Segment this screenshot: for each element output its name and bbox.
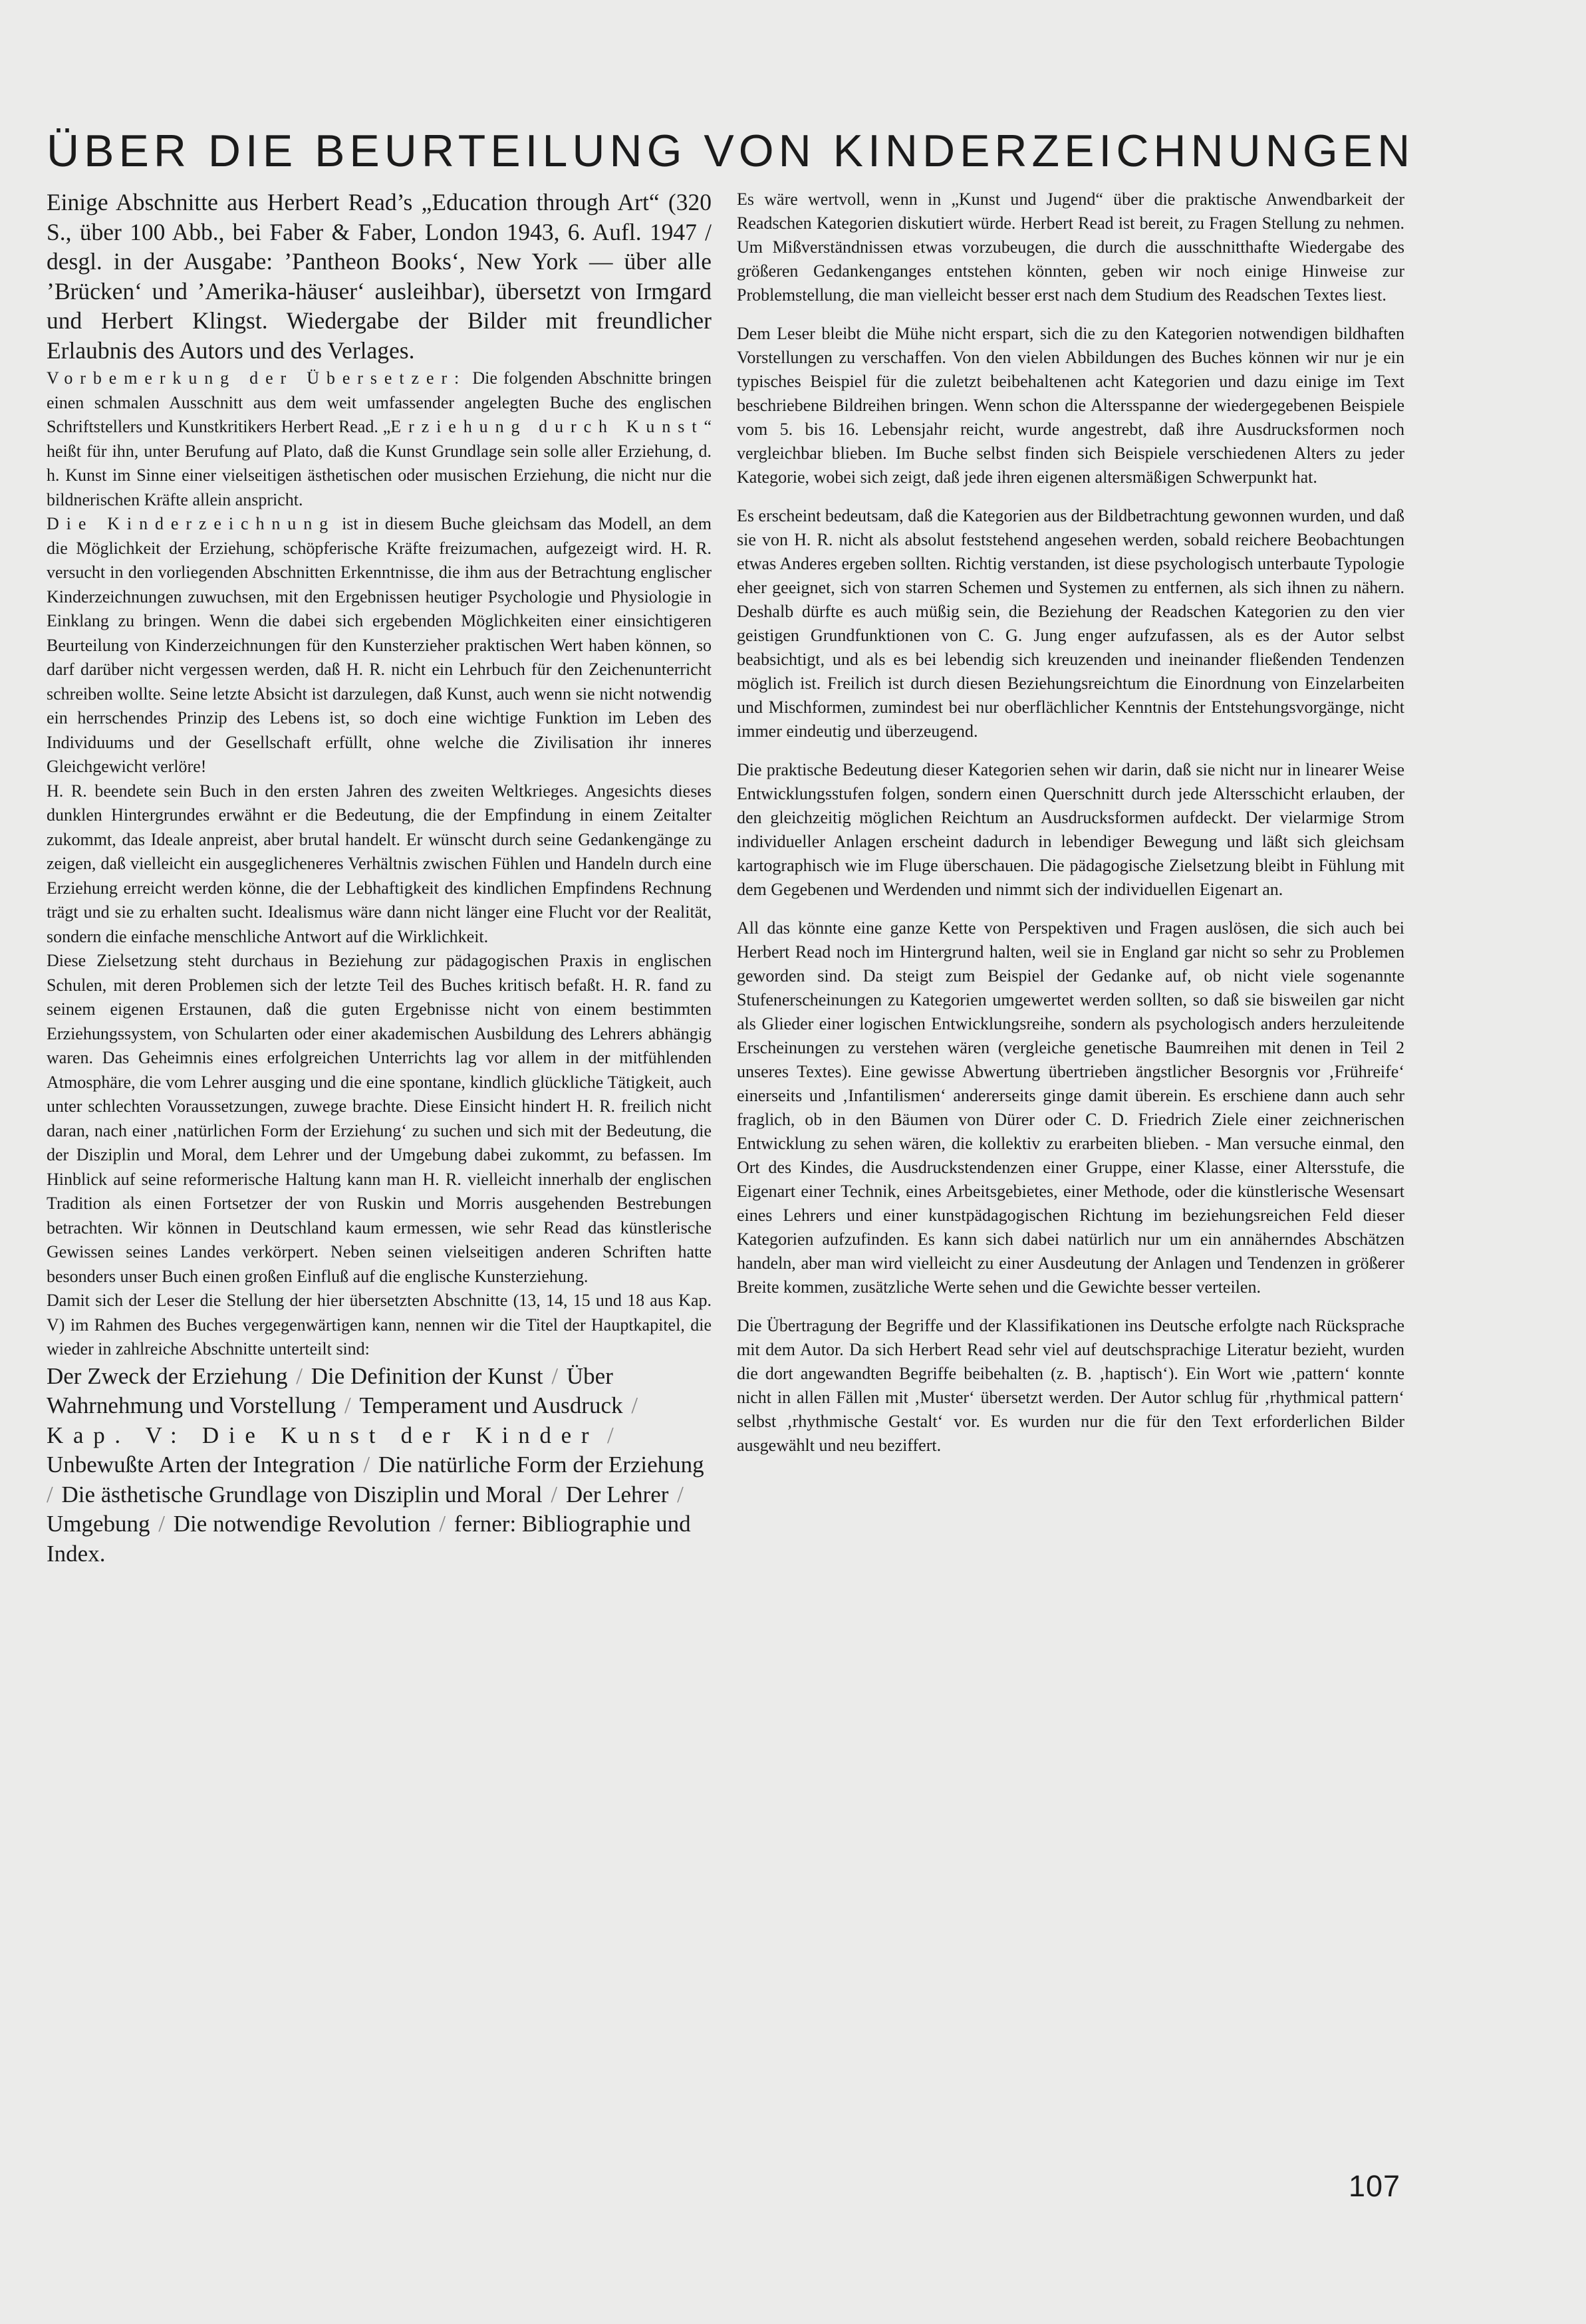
children-drawing-paragraph xyxy=(47,512,712,779)
separator: / xyxy=(47,1481,59,1507)
illustrations-paragraph: Dem Leser bleibt die Mühe nicht erspart, sich die zu den Kategorien notwendigen bildhaften Vorstellungen zu verschaffen. Von den vielen Abbildungen des Buches können wir nur je ein typisches Beispiel für die zuletzt beibehaltenen acht Kategorien und dazu einige im Text beschriebene Bildreihen bringen. Wenn schon die Altersspanne der wiedergegebenen Beispiele vom 5. bis 16. Lebensjahr reicht, wurde angestrebt, daß ihre Ausdrucksformen noch vergleichbar blieben. Im Buche selbst finden sich Beispiele verschiedenen Alters zu jeder Kategorie, wobei sich zeigt, daß jede ihren eigenen altersmäßigen Schwerpunkt hat. xyxy=(737,324,1404,487)
separator: / xyxy=(601,1422,614,1448)
chapter-title: Der Lehrer xyxy=(565,1481,669,1507)
categories-paragraph: Es erscheint bedeutsam, daß die Kategorien aus der Bildbetrachtung gewonnen wurden, und daß sie von H. R. nicht als absolut feststehend angesehen werden, sobald reichere Beobachtungen etwas Anderes ergeben sollten. Richtig verstanden, ist diese psychologisch unterbaute Typologie eher geeignet, sich von starren Schemen und Systemen zu entfernen, als sich ihnen zu nähern. Deshalb dürfte es auch müßig sein, die Beziehung der Readschen Kategorien zu den vier geistigen Grundfunktionen von C. G. Jung enger aufzufassen, als es der Autor selbst beabsichtigt, und als es bei lebendig sich kreuzenden und ineinander fließenden Tendenzen möglich ist. Freilich ist durch diesen Beziehungsreichtum die Einordnung von Einzelarbeiten und Mischformen, zumindest bei nur oberflächlicher Kenntnis der Entstehungsvorgänge, nicht immer eindeutig und überzeugend. xyxy=(737,506,1404,741)
separator: / xyxy=(357,1452,376,1478)
text-run: Die folgenden Abschnitte bringen einen schmalen Ausschnitt aus dem weit umfassender angelegten Buche des englischen Schriftstellers und Kunstkritikers Herbert Read. „ xyxy=(47,368,712,436)
separator: / xyxy=(338,1392,357,1418)
chapter-title: Die Definition der Kunst xyxy=(311,1362,543,1389)
separator: / xyxy=(625,1392,638,1418)
chapter-list xyxy=(47,1362,712,1569)
spaced-book-title: Erziehung durch Kunst xyxy=(390,417,704,436)
chapter-title: Die ästhetische Grundlage von Disziplin und Moral xyxy=(61,1481,543,1507)
spaced-heading: Vorbemerkung der Übersetzer: xyxy=(47,368,467,388)
perspectives-paragraph: All das könnte eine ganze Kette von Perspektiven und Fragen auslösen, die sich auch bei Herbert Read noch im Hintergrund halten, weil sie in England gar nicht so sehr zu Problemen geworden sind. Da steigt zum Beispiel der Gedanke auf, ob nicht viele sogenannte Stufenerscheinungen zu Kategorien umgewertet werden sollten, so daß sie bisweilen gar nicht als Glieder einer logischen Entwicklungsreihe, sondern als psychologisch anders herzuleitende Erscheinungen zu verstehen wären (vergleiche genetische Baumreihen mit denen in Teil 2 unseres Textes). Eine gewisse Abwertung übertrieben ängstlicher Besorgnis vor ‚Frühreife‘ einerseits und ‚Infantilismen‘ andererseits ginge damit überein. Es erschiene dann auch sehr fraglich, ob in den Bäumen von Dürer oder C. D. Friedrich Ziele einer zeichnerischen Entwicklung zu sehen wären, die kollektiv zu erarbeiten blieben. - Man versuche einmal, den Ort des Kindes, die Ausdruckstendenzen einer Gruppe, einer Klasse, einer Altersstufe, die Eigenart einer Technik, eines Arbeitsgebietes, einer Methode, oder die künstlerische Wesensart eines Lehrers und einer kunstpädagogischen Richtung im beziehungsreichen Feld dieser Kategorien aufzufinden. Es kann sich dabei natürlich nur um ein annäherndes Abschätzen handeln, aber man wird vielleicht zu einer Ausdeutung der Anlagen und Tendenzen in größerer Breite kommen, zusätzliche Werte sehen und die Gewichte besser verteilen. xyxy=(737,918,1404,1297)
text-run: ist in diesem Buche gleichsam das Modell, an dem die Möglichkeit der Erziehung, schöpferische Kräfte freizumachen, aufgezeigt wird. H. R. versucht in den vorliegenden Abschnitten Erkenntnisse, die ihm aus der Betrachtung englischer Kinderzeichnungen zuwuchsen, mit den Ergebnissen heutiger Psychologie und Physiologie in Einklang zu bringen. Wenn die dabei sich ergebenden Möglichkeiten einer einsichtigeren Beurteilung von Kinderzeichnungen für den Kunsterzieher praktischen Wert haben können, so darf darüber nicht vergessen werden, daß H. R. nicht ein Lehrbuch für den Zeichenunterricht schreiben wollte. Seine letzte Absicht ist darzulegen, daß Kunst, auch wenn sie nicht notwendig ein herrschendes Prinzip des Lebens ist, so doch eine wichtige Funktion im Leben des Individuums und der Gesellschaft erfüllt, ohne welche die Zivilisation ihr inneres Gleichgewicht verlöre! xyxy=(47,514,712,776)
separator: / xyxy=(671,1481,684,1507)
separator: / xyxy=(545,1362,564,1389)
separator: / xyxy=(545,1481,563,1507)
chapter-title: Über Wahrnehmung und Vorstellung xyxy=(47,1362,613,1418)
chapter-title: Umgebung xyxy=(47,1511,150,1537)
war-context-paragraph: H. R. beendete sein Buch in den ersten Jahren des zweiten Weltkrieges. Angesichts dieses dunklen Hintergrundes erwähnt er die Bedeutung, die der Empfindung in einem Zeitalter zukommt, das Ideale anpreist, aber brutal handelt. Er wünscht durch seine Gedankengänge zu zeigen, daß vielleicht ein ausgeglicheneres Verhältnis zwischen Fühlen und Handeln durch eine Erziehung erreicht werden könne, die der Lebhaftigkeit des kindlichen Empfindens Rechnung trägt und sie zu erhalten sucht. Idealismus wäre dann nicht länger eine Flucht vor der Realität, sondern die einfache menschliche Antwort auf die Wirklichkeit. xyxy=(47,781,712,946)
text-run: “ heißt für ihn, unter Berufung auf Plato, daß die Kunst Grundlage sein solle aller Erziehung, d. h. Kunst im Sinne einer vielseitigen ästhetischen oder musischen Erziehung, die nicht nur die bildnerischen Kräfte allein anspricht. xyxy=(47,417,712,509)
separator: / xyxy=(433,1511,452,1537)
chapter-title: Die notwendige Revolution xyxy=(173,1511,431,1537)
page-number: 107 xyxy=(1349,2169,1401,2203)
school-practice-paragraph: Diese Zielsetzung steht durchaus in Beziehung zur pädagogischen Praxis in englischen Schulen, mit deren Problemen sich der letzte Teil des Buches kritisch befaßt. H. R. fand zu seinem eigenen Erstaunen, daß die guten Ergebnisse nicht von einem bestimmten Erziehungssystem, von Schularten oder einer akademischen Ausbildung des Lehrers abhängig waren. Das Geheimnis eines erfolgreichen Unterrichts lag vor allem in der mitfühlenden Atmosphäre, die vom Lehrer ausging und die eine spontane, kindlich glückliche Tätigkeit, auch unter schlechten Voraussetzungen, zuwege brachte. Diese Einsicht hindert H. R. freilich nicht daran, nach einer ‚natürlichen Form der Erziehung‘ zu suchen und sich mit der Bedeutung, die der Disziplin und Moral, dem Lehrer und der Umgebung dabei zukommt, zu befassen. Im Hinblick auf seine reformerische Haltung kann man H. R. vielleicht innerhalb der englischen Tradition als einen Fortsetzer der von Ruskin und Morris ausgehenden Bestrebungen betrachten. Wir können in Deutschland kaum ermessen, wie sehr Read das künstlerische Gewissen seines Landes verkörpert. Neben seinen vielseitigen anderen Schriften hatte besonders unser Buch einen großen Einfluß auf die englische Kunsterziehung. xyxy=(47,951,712,1286)
chapter-title: Der Zweck der Erziehung xyxy=(47,1362,288,1389)
intro-paragraph: Einige Abschnitte aus Herbert Read’s „Education through Art“ (320 S., über 100 Abb., bei Faber & Faber, London 1943, 6. Aufl. 1947 / desgl. in der Ausgabe: ’Pantheon Books‘, New York — über alle ’Brücken‘ und ’Amerika-häuser‘ ausleihbar), übersetzt von Irmgard und Herbert Klingst. Wiedergabe der Bilder mit freundlicher Erlaubnis des Autors und des Verlages. xyxy=(47,189,712,364)
translator-preface-paragraph xyxy=(47,366,712,512)
practical-meaning-paragraph: Die praktische Bedeutung dieser Kategorien sehen wir darin, daß sie nicht nur in linearer Weise Entwicklungsstufen folgen, sondern einen Querschnitt durch jede Altersschicht erlauben, der den gleichzeitig möglichen Reichtum an Ausdrucksformen aufdeckt. Der vielarmige Strom individueller Anlagen erscheint dadurch in lebendiger Bewegung und läßt sich gleichsam kartographisch wie im Fluge überschauen. Die pädagogische Zielsetzung bleibt in Fühlung mit dem Gegebenen und Werdenden und nimmt sich der individuellen Eigenart an. xyxy=(737,760,1404,899)
chapter-title: Unbewußte Arten der Integration xyxy=(47,1452,355,1478)
separator: / xyxy=(290,1362,309,1389)
spaced-heading: Die Kinderzeichnung xyxy=(47,514,336,533)
left-column xyxy=(47,188,712,1569)
chapter-title: Temperament und Ausdruck xyxy=(359,1392,623,1418)
discussion-paragraph: Es wäre wertvoll, wenn in „Kunst und Jugend“ über die praktische Anwendbarkeit der Readschen Kategorien diskutiert würde. Herbert Read ist bereit, zu Fragen Stellung zu nehmen. Um Mißverständnissen etwas vorzubeugen, die durch die ausschnitthafte Wiedergabe des größeren Gedankenganges entstehen könnten, geben wir noch einige Hinweise zur Problemstellung, die man vielleicht besser erst nach dem Studium des Readschen Textes liest. xyxy=(737,190,1404,305)
chapter-title: Die natürliche Form der Erziehung xyxy=(378,1452,704,1478)
separator: / xyxy=(152,1511,171,1537)
chapter-intro-paragraph: Damit sich der Leser die Stellung der hier übersetzten Abschnitte (13, 14, 15 und 18 aus Kap. V) im Rahmen des Buches vergegenwärtigen kann, nennen wir die Titel der Hauptkapitel, die wieder in zahlreiche Abschnitte unterteilt sind: xyxy=(47,1291,712,1358)
right-column xyxy=(737,188,1404,1472)
page-title: ÜBER DIE BEURTEILUNG VON KINDERZEICHNUNGEN xyxy=(47,126,1415,176)
chapter-title: ferner: Bibliographie und Index. xyxy=(47,1511,691,1567)
chapter-title: Kap. V: Die Kunst der Kinder xyxy=(47,1422,599,1448)
translation-note-paragraph: Die Übertragung der Begriffe und der Klassifikationen ins Deutsche erfolgte nach Rücksprache mit dem Autor. Da sich Herbert Read sehr viel auf deutschsprachige Literatur bezieht, wurden die dort angewandten Begriffe beibehalten (z. B. ‚haptisch‘). Ein Wort wie ‚pattern‘ konnte nicht in allen Fällen mit ‚Muster‘ übersetzt werden. Der Autor schlug für ‚rhythmical pattern‘ selbst ‚rhythmische Gestalt‘ vor. Es wurden nur die für den Text erforderlichen Bilder ausgewählt und neu beziffert. xyxy=(737,1316,1404,1455)
